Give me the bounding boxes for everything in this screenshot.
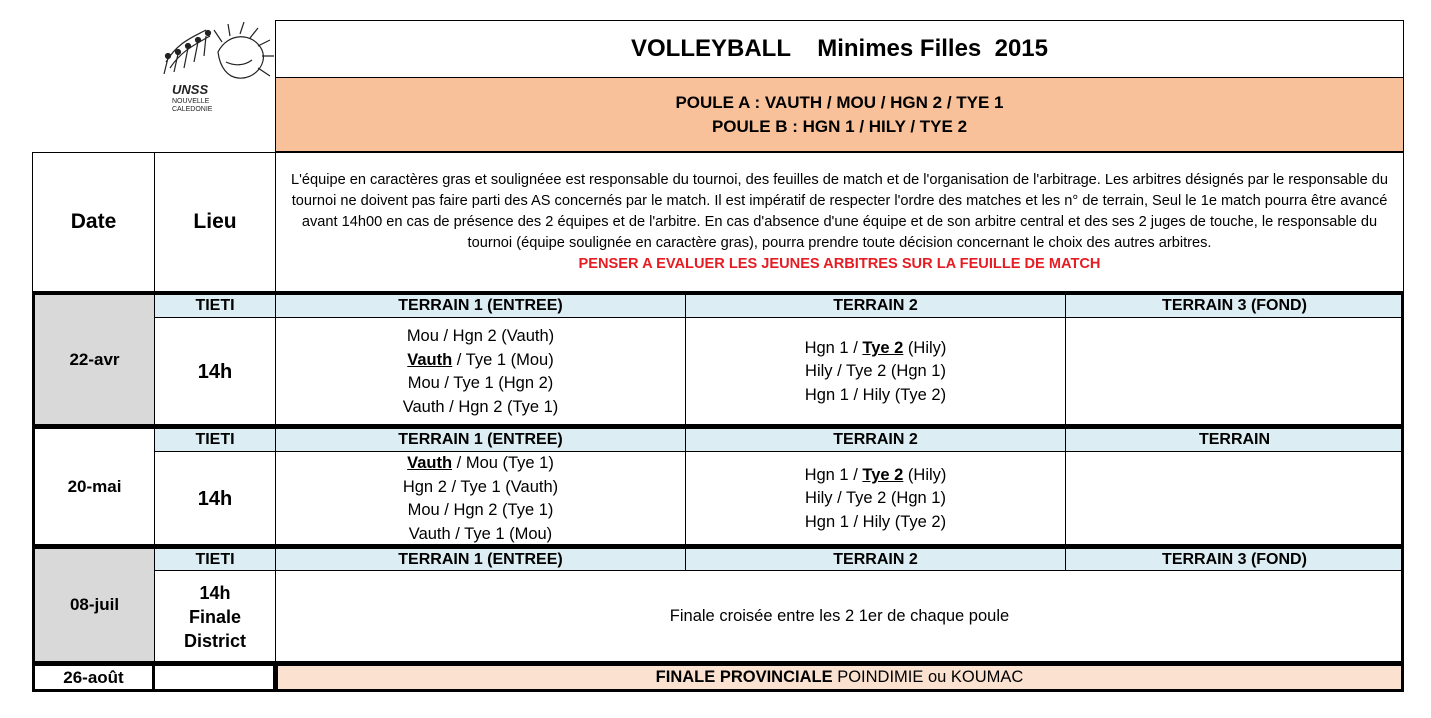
terrain-label: TERRAIN 1 (ENTREE) [398,431,563,448]
match-line: Vauth / Tye 1 (Mou) [408,524,553,543]
date-label: 26-août [63,667,124,687]
time-label: 14h [197,361,233,383]
section-1-terrain-3-matches [1065,317,1404,427]
match-line: Mou / Tye 1 (Hgn 2) [407,374,554,392]
section-2-terrain-1-header [275,426,686,452]
lieu-header [154,152,276,292]
date-header [32,152,155,292]
last-row-finale [275,663,1404,692]
match-line: Hgn 1 / Tye 2 (Hily) [804,338,947,357]
section-3-finale [275,570,1404,664]
logo-unss-text: UNSS [172,82,209,97]
terrain-label: TERRAIN 1 (ENTREE) [398,550,563,568]
rules-info [275,152,1404,292]
section-2-lieu [154,426,276,452]
match-line: Hgn 2 / Tye 1 (Vauth) [402,477,559,496]
lieu-label: TIETI [195,550,235,568]
match-line: Hgn 1 / Tye 2 (Hily) [804,465,947,484]
unss-logo-icon [158,22,276,118]
match-line: Hily / Tye 2 (Hgn 1) [805,362,946,381]
section-1-time [154,317,276,427]
last-row-date [32,663,155,692]
title-text: VOLLEYBALL Minimes Filles 2015 [630,35,1048,62]
terrain-label: TERRAIN [1198,431,1271,448]
section-3-terrain-1-header [275,546,686,571]
district-label: District [183,631,246,651]
time-label: 14h [197,488,233,510]
date-label: 20-mai [67,476,122,496]
finale-label: Finale [188,607,241,627]
unss-logo [158,22,276,118]
section-2-time [154,451,276,547]
poule-a: POULE A : VAUTH / MOU / HGN 2 / TYE 1 [675,92,1004,112]
section-3-date [32,546,155,664]
warning-text: PENSER A EVALUER LES JEUNES ARBITRES SUR LA FEUILLE DE MATCH [578,255,1101,272]
section-2-terrain-3-header [1065,426,1404,452]
date-label: 22-avr [69,349,120,369]
match-line: Vauth / Tye 1 (Mou) [407,350,554,369]
section-3-lieu [154,546,276,571]
match-line: Mou / Hgn 2 (Tye 1) [407,501,554,519]
section-1-date [32,292,155,427]
section-2-terrain-2-header [685,426,1066,452]
logo-line3-text: CALEDONIE [172,106,213,113]
finale-text: Finale croisée entre les 2 1er de chaque poule [669,607,1010,626]
section-2-terrain-2-matches [685,451,1066,547]
section-3-terrain-3-header [1065,546,1404,571]
match-line: Hgn 1 / Hily (Tye 2) [804,385,947,404]
section-2-date [32,426,155,547]
section-1-terrain-2-matches [685,317,1066,427]
lieu-label: TIETI [195,431,235,448]
terrain-label: TERRAIN 2 [833,431,918,448]
terrain-label: TERRAIN 3 (FOND) [1162,550,1307,568]
rules-text: L'équipe en caractères gras et soulignéee est responsable du tournoi, des feuilles de match et de l'organisation de l'arbitrage. Les arbitres désignés par le responsable du tournoi ne doivent pas faire parti des AS concernés par le match. Il est impératif de respecter l'ordre des matches et les n° de terrain, Seul le 1e match pourra être avancé avant 14h00 en cas de présence des 2 équipes et de l'arbitre. En cas d'absence d'une équipe et de son arbitre central et des ses 2 juges de touche, le responsable du tournoi (équipe soulignée en caractère gras), pourra prendre toute décision concernant le choix des autres arbitres. [290,171,1389,251]
section-1-terrain-3-header [1065,292,1404,318]
section-2-terrain-1-matches [275,451,686,547]
logo-line2-text: NOUVELLE [172,98,210,105]
poule-b: POULE B : HGN 1 / HILY / TYE 2 [711,116,968,136]
match-line: Mou / Hgn 2 (Vauth) [406,327,555,345]
section-3-time [154,570,276,664]
terrain-label: TERRAIN 1 (ENTREE) [398,297,563,314]
section-1-lieu [154,292,276,318]
terrain-label: TERRAIN 3 (FOND) [1162,297,1307,314]
date-label: 08-juil [69,595,120,614]
finale-location: POINDIMIE ou KOUMAC [832,668,1024,686]
section-1-terrain-1-header [275,292,686,318]
time-label: 14h [199,583,231,603]
lieu-label: TIETI [195,297,235,314]
page-title [275,20,1404,78]
section-3-terrain-2-header [685,546,1066,571]
match-line: Hily / Tye 2 (Hgn 1) [805,489,946,508]
finale-provinciale-label: FINALE PROVINCIALE [655,668,833,686]
section-1-terrain-1-matches [275,317,686,427]
lieu-header-label: Lieu [193,210,237,233]
poules-box [275,78,1404,152]
match-line: Vauth / Hgn 2 (Tye 1) [402,397,559,416]
terrain-label: TERRAIN 2 [833,297,918,314]
terrain-label: TERRAIN 2 [833,550,918,568]
match-line: Vauth / Mou (Tye 1) [407,454,554,472]
section-2-terrain-3-matches [1065,451,1404,547]
last-row-lieu [154,663,276,692]
section-1-terrain-2-header [685,292,1066,318]
date-header-label: Date [70,210,117,233]
match-line: Hgn 1 / Hily (Tye 2) [804,512,947,531]
